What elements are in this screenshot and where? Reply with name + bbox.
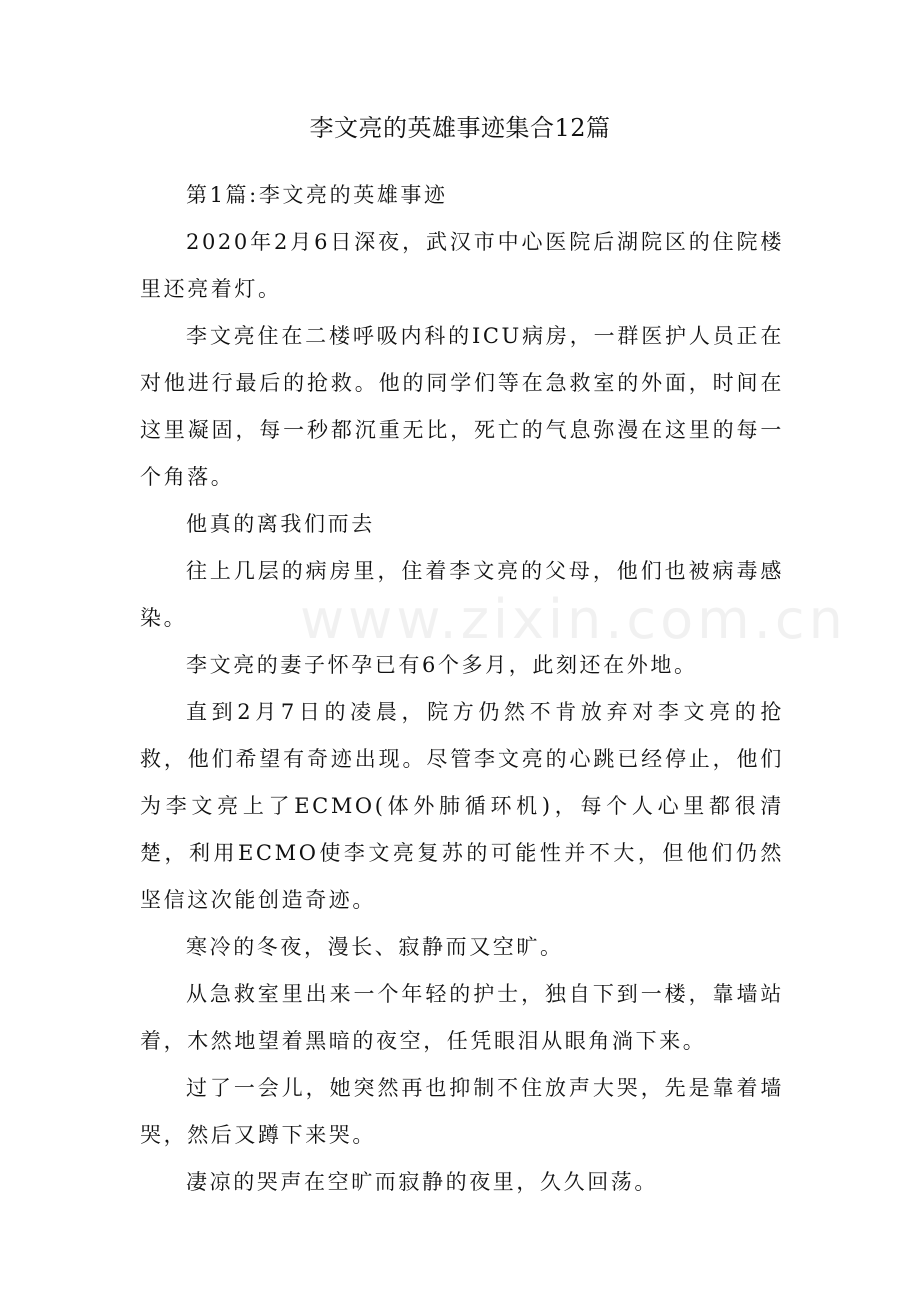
paragraph: 李文亮的妻子怀孕已有6个多月，此刻还在外地。 <box>186 653 698 677</box>
watermark-logo: www.zixin.com.cn <box>300 588 847 651</box>
paragraph: 2020年2月6日深夜，武汉市中心医院后湖院区的住院楼里还亮着灯。 <box>140 230 784 301</box>
paragraph: 凄凉的哭声在空旷而寂静的夜里，久久回荡。 <box>186 1170 658 1194</box>
paragraph: 从急救室里出来一个年轻的护士，独自下到一楼，靠墙站着，木然地望着黑暗的夜空，任凭眼泪从眼角淌下来。 <box>140 982 784 1053</box>
document-body <box>140 172 847 1206</box>
paragraph: 过了一会儿，她突然再也抑制不住放声大哭，先是靠着墙哭，然后又蹲下来哭。 <box>140 1076 784 1147</box>
paragraph: 他真的离我们而去 <box>186 512 375 536</box>
document-title: 李文亮的英雄事迹集合12篇 <box>309 114 611 142</box>
section-heading: 第1篇:李文亮的英雄事迹 <box>186 183 448 207</box>
paragraph: 李文亮住在二楼呼吸内科的ICU病房，一群医护人员正在对他进行最后的抢救。他的同学们等在急救室的外面，时间在这里凝固，每一秒都沉重无比，死亡的气息弥漫在这里的每一个角落。 <box>140 324 784 489</box>
paragraph: 寒冷的冬夜，漫长、寂静而又空旷。 <box>186 935 564 959</box>
paragraph: 往上几层的病房里，住着李文亮的父母，他们也被病毒感染。 <box>140 559 784 630</box>
paragraph: 直到2月7日的凌晨，院方仍然不肯放弃对李文亮的抢救，他们希望有奇迹出现。尽管李文亮的心跳已经停止，他们为李文亮上了ECMO(体外肺循环机)，每个人心里都很清楚，利用ECMO使李文亮复苏的可能性并不大，但他们仍然坚信这次能创造奇迹。 <box>140 700 784 912</box>
